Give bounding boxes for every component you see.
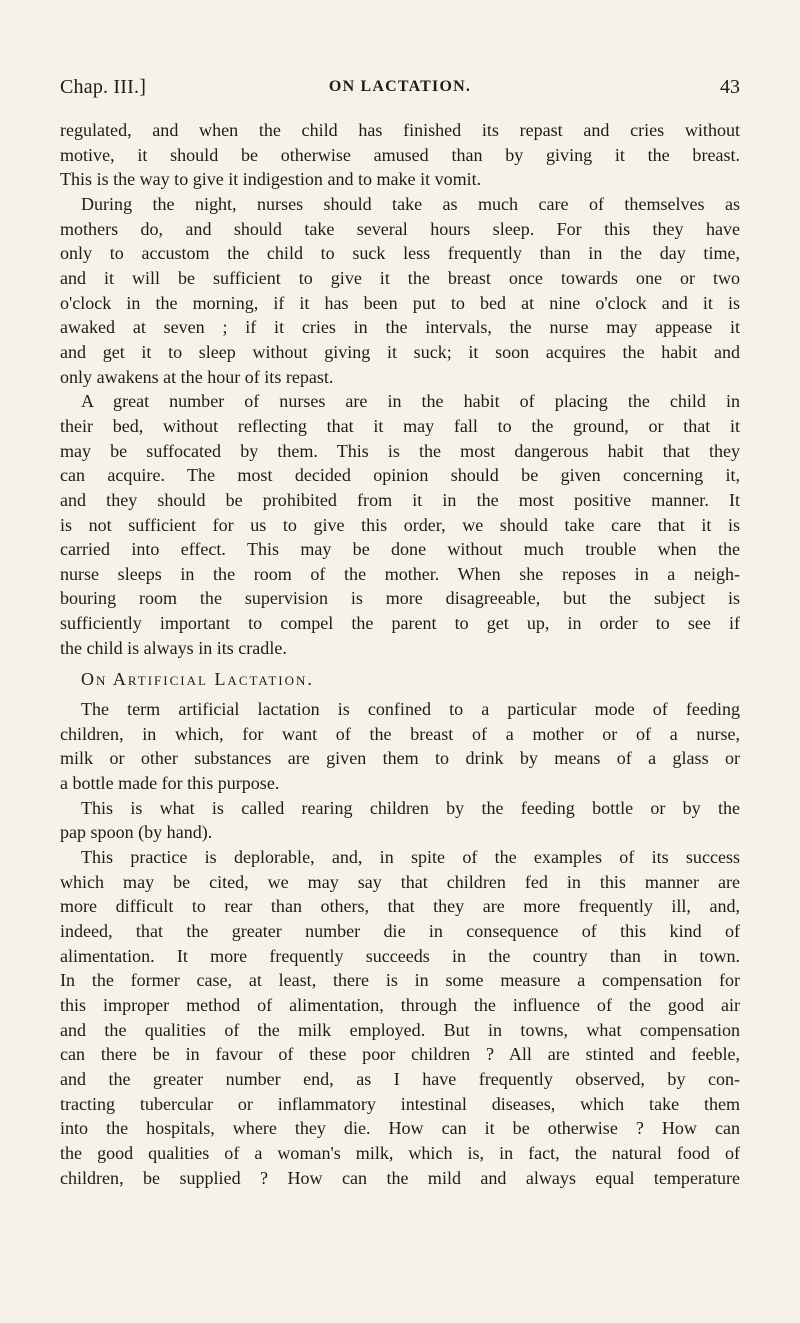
section-heading: On Artificial Lactation.: [81, 669, 314, 690]
text-line: o'clock in the morning, if it has been put to bed at nine o'clock and it is: [60, 292, 740, 313]
running-head: [60, 76, 740, 106]
text-line: bouring room the supervision is more disagreeable, but the subject is: [60, 588, 740, 609]
text-line: mothers do, and should take several hours sleep. For this they have: [60, 218, 740, 239]
text-line: milk or other substances are given them to drink by means of a glass or: [60, 748, 740, 769]
text-line: only to accustom the child to suck less frequently than in the day time,: [60, 243, 740, 264]
text-line: and the greater number end, as I have frequently observed, by con-: [60, 1068, 740, 1089]
text-line: can there be in favour of these poor children ? All are stinted and feeble,: [60, 1044, 740, 1065]
text-line: and the qualities of the milk employed. But in towns, what compensation: [60, 1019, 740, 1040]
text-line: and they should be prohibited from it in the most positive manner. It: [60, 489, 740, 510]
text-line: A great number of nurses are in the habit of placing the child in: [81, 391, 740, 412]
text-line: This is the way to give it indigestion and to make it vomit.: [60, 169, 482, 190]
text-line: During the night, nurses should take as much care of themselves as: [81, 193, 740, 214]
text-line: tracting tubercular or inflammatory intestinal diseases, which take them: [60, 1093, 740, 1114]
text-line: and it will be sufficient to give it the breast once towards one or two: [60, 267, 740, 288]
text-line: carried into effect. This may be done without much trouble when the: [60, 539, 740, 560]
text-line: awaked at seven ; if it cries in the intervals, the nurse may appease it: [60, 317, 740, 338]
text-line: indeed, that the greater number die in consequence of this kind of: [60, 921, 740, 941]
text-line: this improper method of alimentation, through the influence of the good air: [60, 994, 740, 1015]
text-line: their bed, without reflecting that it may fall to the ground, or that it: [60, 415, 740, 436]
text-line: a bottle made for this purpose.: [60, 773, 280, 794]
text-line: into the hospitals, where they die. How can it be otherwise ? How can: [60, 1118, 740, 1139]
text-line: children, be supplied ? How can the mild and always equal temperature: [60, 1167, 740, 1188]
text-line: the good qualities of a woman's milk, which is, in fact, the natural food of: [60, 1142, 740, 1163]
text-line: children, in which, for want of the breast of a mother or of a nurse,: [60, 723, 740, 744]
text-line: more difficult to rear than others, that they are more frequently ill, and,: [60, 896, 740, 917]
text-line: pap spoon (by hand).: [60, 822, 213, 843]
text-line: nurse sleeps in the room of the mother. When she reposes in a neigh-: [60, 563, 740, 584]
page-number: 43: [720, 76, 740, 98]
text-line: can acquire. The most decided opinion should be given concerning it,: [60, 465, 740, 486]
text-line: may be suffocated by them. This is the most dangerous habit that they: [60, 440, 740, 461]
text-line: motive, it should be otherwise amused than by giving it the breast.: [60, 144, 740, 165]
text-line: In the former case, at least, there is in some measure a compensation for: [60, 970, 740, 991]
text-line: and get it to sleep without giving it suck; it soon acquires the habit and: [60, 341, 740, 362]
text-line: only awakens at the hour of its repast.: [60, 366, 334, 387]
chapter-reference: Chap. III.]: [60, 76, 147, 98]
text-line: This practice is deplorable, and, in spite of the examples of its success: [81, 847, 740, 868]
text-line: alimentation. It more frequently succeeds in the country than in town.: [60, 945, 740, 966]
body-text: [60, 118, 740, 1190]
running-title: ON LACTATION.: [328, 78, 472, 95]
text-line: This is what is called rearing children by the feeding bottle or by the: [81, 797, 740, 818]
text-line: regulated, and when the child has finished its repast and cries without: [60, 120, 740, 140]
text-line: the child is always in its cradle.: [60, 637, 287, 658]
text-line: is not sufficient for us to give this order, we should take care that it is: [60, 514, 740, 535]
text-line: The term artificial lactation is confined to a particular mode of feeding: [81, 699, 740, 720]
text-line: which may be cited, we may say that children fed in this manner are: [60, 871, 740, 892]
text-line: sufficiently important to compel the parent to get up, in order to see if: [60, 613, 740, 634]
